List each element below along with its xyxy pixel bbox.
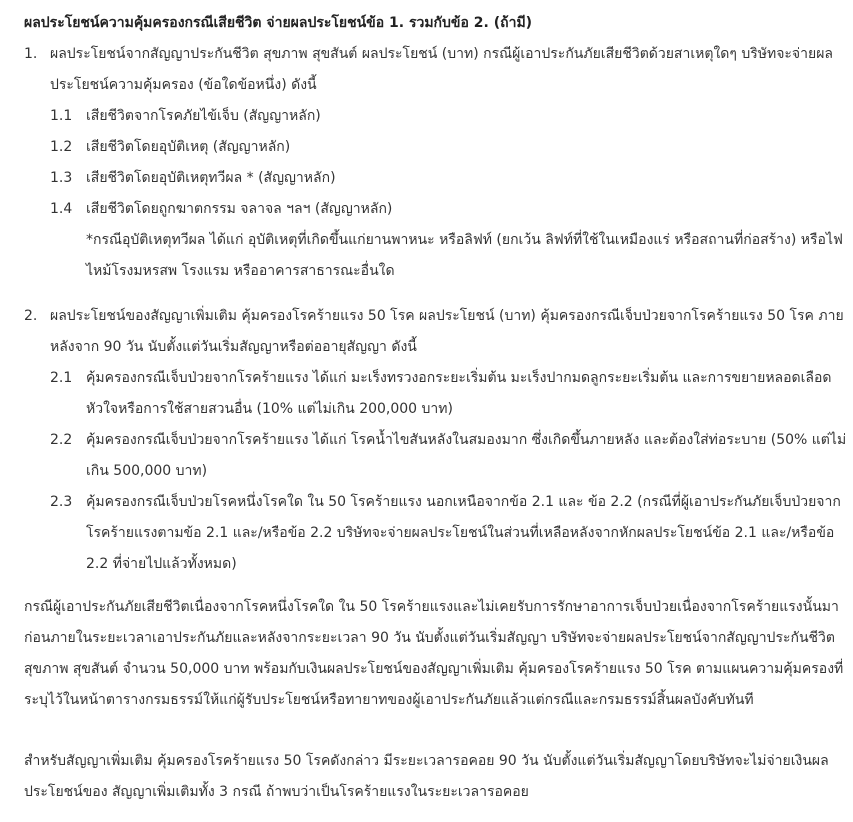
section-2 — [24, 301, 847, 580]
section-1 — [24, 39, 847, 287]
item-number: 1.3 — [50, 170, 73, 186]
list-item — [50, 487, 847, 580]
item-text: คุ้มครองกรณีเจ็บป่วยจากโรคร้ายแรง ได้แก่ มะเร็งทรวงอกระยะเริ่มต้น มะเร็งปากมดลูกระยะเริ่มต้น และการขยายหลอดเลือดหัวใจหรือการใช้สายสวนอื่น (10% แต่ไม่เกิน 200,000 บาท) — [86, 370, 832, 417]
item-text: เสียชีวิตโดยถูกฆาตกรรม จลาจล ฯลฯ (สัญญาหลัก) — [86, 201, 393, 217]
item-text: เสียชีวิตโดยอุบัติเหตุ (สัญญาหลัก) — [86, 139, 291, 155]
section-number: 1. — [24, 46, 38, 62]
paragraph: สำหรับสัญญาเพิ่มเติม คุ้มครองโรคร้ายแรง 50 โรคดังกล่าว มีระยะเวลารอคอย 90 วัน นับตั้งแต่วันเริ่มสัญญาโดยบริษัทจะไม่จ่ายเงินผลประโยชน์ของ สัญญาเพิ่มเติมทั้ง 3 กรณี ถ้าพบว่าเป็นโรคร้ายแรงในระยะเวลารอคอย — [24, 753, 829, 800]
item-number: 1.1 — [50, 108, 73, 124]
list-item — [50, 101, 847, 132]
item-number: 2.2 — [50, 432, 73, 448]
item-text: เสียชีวิตจากโรคภัยไข้เจ็บ (สัญญาหลัก) — [86, 108, 321, 124]
list-item — [50, 132, 847, 163]
item-number: 2.1 — [50, 370, 73, 386]
item-number: 1.2 — [50, 139, 73, 155]
section-number: 2. — [24, 308, 38, 324]
page-title: ผลประโยชน์ความคุ้มครองกรณีเสียชีวิต จ่ายผลประโยชน์ข้อ 1. รวมกับข้อ 2. (ถ้ามี) — [24, 15, 533, 31]
paragraph: กรณีผู้เอาประกันภัยเสียชีวิตเนื่องจากโรคหนึ่งโรคใด ใน 50 โรคร้ายแรงและไม่เคยรับการรักษาอาการเจ็บป่วยเนื่องจากโรคร้ายแรงนั้นมาก่อนภายในระยะเวลาเอาประกันภัยและหลังจากระยะเวลา 90 วัน นับตั้งแต่วันเริ่มสัญญา บริษัทจะจ่ายผลประโยชน์จากสัญญาประกันชีวิต สุขภาพ สุขสันต์ จำนวน 50,000 บาท พร้อมกับเงินผลประโยชน์ของสัญญาเพิ่มเติม คุ้มครองโรคร้ายแรง 50 โรค ตามแผนความคุ้มครองที่ระบุไว้ในหน้าตารางกรมธรรม์ให้แก่ผู้รับประโยชน์หรือทายาทของผู้เอาประกันภัยแล้วแต่กรณีและกรมธรรม์สิ้นผลบังคับทันที — [24, 599, 844, 708]
section-text: ผลประโยชน์ของสัญญาเพิ่มเติม คุ้มครองโรคร้ายแรง 50 โรค ผลประโยชน์ (บาท) คุ้มครองกรณีเจ็บป่วยจากโรคร้ายแรง 50 โรค ภายหลังจาก 90 วัน นับตั้งแต่วันเริ่มสัญญาหรือต่ออายุสัญญา ดังนี้ — [50, 308, 844, 355]
section-text: ผลประโยชน์จากสัญญาประกันชีวิต สุขภาพ สุขสันต์ ผลประโยชน์ (บาท) กรณีผู้เอาประกันภัยเสียชีวิตด้วยสาเหตุใดๆ บริษัทจะจ่ายผลประโยชน์ความคุ้มครอง (ข้อใดข้อหนึ่ง) ดังนี้ — [50, 46, 833, 93]
list-item — [50, 163, 847, 194]
list-item — [50, 194, 847, 225]
item-number: 1.4 — [50, 201, 73, 217]
list-item — [50, 363, 847, 425]
item-text: คุ้มครองกรณีเจ็บป่วยโรคหนึ่งโรคใด ใน 50 โรคร้ายแรง นอกเหนือจากข้อ 2.1 และ ข้อ 2.2 (กรณีที่ผู้เอาประกันภัยเจ็บป่วยจากโรคร้ายแรงตามข้อ 2.1 และ/หรือข้อ 2.2 บริษัทจะจ่ายผลประโยชน์ในส่วนที่เหลือหลังจากหักผลประโยชน์ข้อ 2.1 และ/หรือข้อ 2.2 ที่จ่ายไปแล้วทั้งหมด) — [86, 494, 841, 572]
footnote: *กรณีอุบัติเหตุทวีผล ได้แก่ อุบัติเหตุที่เกิดขึ้นแก่ยานพาหนะ หรือลิฟท์ (ยกเว้น ลิฟท์ที่ใช้ในเหมืองแร่ หรือสถานที่ก่อสร้าง) หรือไฟไหม้โรงมหรสพ โรงแรม หรืออาคารสาธารณะอื่นใด — [86, 232, 843, 279]
item-text: เสียชีวิตโดยอุบัติเหตุทวีผล * (สัญญาหลัก) — [86, 170, 336, 186]
list-item — [50, 425, 847, 487]
item-text: คุ้มครองกรณีเจ็บป่วยจากโรคร้ายแรง ได้แก่ โรคน้ำไขสันหลังในสมองมาก ซึ่งเกิดขึ้นภายหลัง และต้องใส่ท่อระบาย (50% แต่ไม่เกิน 500,000 บาท) — [86, 432, 847, 479]
item-number: 2.3 — [50, 494, 73, 510]
